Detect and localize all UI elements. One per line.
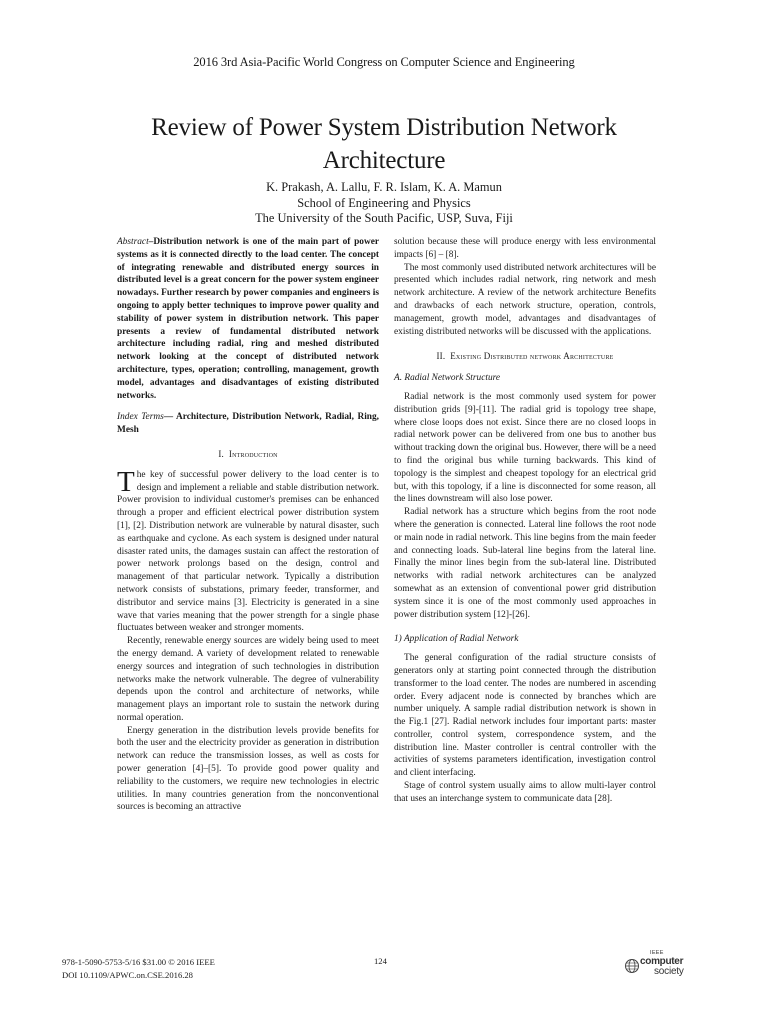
page-number: 124	[374, 956, 387, 966]
author-school: School of Engineering and Physics	[297, 195, 471, 210]
radial-paragraph-1: Radial network is the most commonly used system for power distribution grids [9]-[11]. The radial grid is topology tree shape, where close loops does not exist. Since there are no closed loops in radial network power can be delivered from one bus to another bus without tracking down the original bus. However, there will be a need to find the original bus while turning backwards. This kind of topology is the simplest and cheapest topology for an electrical grid but, with this topology, if a line is disconnected for some reason, all the lines downstream will also lose power.	[394, 391, 656, 505]
abstract	[117, 236, 379, 402]
section-heading-existing-architecture: II. Existing Distributed network Architecture	[436, 351, 614, 362]
footer-doi: DOI 10.1109/APWC.on.CSE.2016.28	[62, 970, 193, 980]
application-paragraph-2: Stage of control system usually aims to allow multi-layer control that uses an interchange system to communicate data [28].	[394, 781, 656, 804]
globe-icon	[624, 958, 640, 974]
intro-paragraph-3: Energy generation in the distribution levels provide benefits for both the user and the electricity provider as generation in distribution network can reduce the transmission losses, as well as costs for power generation [4]–[5]. To provide good power quality and reliability to the customers, we require new technologies in electric utilities. In many countries generation from the nonconventional sources is becoming an attractive	[117, 725, 379, 813]
footer-isbn: 978-1-5090-5753-5/16 $31.00 © 2016 IEEE	[62, 957, 215, 967]
intro-paragraph-2: Recently, renewable energy sources are widely being used to meet the energy demand. A variety of development related to renewable energy sources and integration of such technologies in distribution networks make the network vulnerable. The degree of vulnerability depends upon the control and architecture of networks, while management plays an important role to sustain the network during normal operation.	[117, 636, 379, 723]
logo-ieee: IEEE	[650, 950, 664, 956]
section-heading-introduction: I. Introduction	[218, 448, 278, 459]
logo-society: society	[654, 966, 684, 977]
paper-title: Review of Power System Distribution Network Architecture	[151, 114, 617, 174]
author-names: K. Prakash, A. Lallu, F. R. Islam, K. A. Mamun	[266, 180, 502, 194]
abstract-text: –Distribution network is one of the main part of power systems as it is connected directly to the load center. The concept of integrating renewable and distributed energy sources in distributed level is a great concern for the power system engineer nowadays. Further research by power companies and engineers is ongoing to apply better techniques to improve power quality and stability of power system in distribution network. This paper presents a review of fundamental distributed network architecture including radial, ring and meshed distributed network looking at the concept of distributed network architecture, types, operation; controlling, management, growth model, advantages and disadvantages of existing distributed networks.	[117, 237, 379, 401]
right-column	[394, 236, 656, 806]
author-university: The University of the South Pacific, USP, Suva, Fiji	[255, 211, 513, 225]
logo-computer: computer	[640, 956, 684, 967]
index-terms-label: Index Terms	[117, 412, 164, 423]
intro-paragraph-continued: solution because these will produce energy with less environmental impacts [6] – [8].	[394, 237, 656, 260]
abstract-label: Abstract	[117, 237, 149, 247]
application-paragraph-1: The general configuration of the radial structure consists of generators only at starting point connected through the distribution transformer to the load center. The nodes are numbered in ascending order. Every adjacent node is connected by branches which are number uniquely. A sample radial distribution network is shown in the Fig.1 [27]. Radial network includes four important parts: master controller, control system, correspondence system, and the distribution line. Master controller is central controller with the activities of systems parameters identification, investigation control and client interfacing.	[394, 653, 656, 779]
index-terms	[117, 411, 379, 437]
intro-paragraph-architectures: The most commonly used distributed network architectures will be presented which includes radial network, ring network and mesh network architecture. A review of the network architecture Benefits and drawbacks of each network structure, operation, controls, management, growth model, advantages and disadvantages of existing distributed networks will be discussed with the applications.	[394, 262, 656, 337]
subsection-heading-application: 1) Application of Radial Network	[394, 634, 519, 645]
radial-paragraph-2: Radial network has a structure which begins from the root node where the generation is connected. Lateral line follows the root node or main node in radial network. This line begins from the main feeder and connecting loads. Sub-lateral line begins from the lateral line. Finally the minor lines begin from the sub-lateral line. Distributed networks with radial network architectures can be analyzed somewhat as an extension of conventional power grid distribution system since it is one of the most commonly used approaches in power distribution system [12]-[26].	[394, 507, 656, 620]
subsection-heading-radial: A. Radial Network Structure	[394, 373, 501, 384]
index-terms-text: — Architecture, Distribution Network, Radial, Ring, Mesh	[117, 412, 380, 436]
footer-copyright	[62, 956, 215, 982]
intro-paragraph-1: The key of successful power delivery to the load center is to design and implement a reliable and stable distribution network. Power provision to individual customer's premises can be enhanced through a proper and efficient electrical power distribution system [1], [2]. Distribution network are vulnerable by natural disaster, such as earthquake and cyclone. As each system is designed under natural disaster rated units, the damages sustain can affect the restoration of power network prolongs based on the design, control and management of that particular network. Typically a distribution network consists of substations, primary feeder, transformer, and distributor and service mains [3]. Electricity is generated in a sine wave that varies meaning that the power strength for a single phase fluctuates between weaker and stronger moments.	[117, 465, 379, 634]
ieee-computer-society-logo	[624, 950, 704, 984]
author-block	[0, 180, 768, 227]
conference-header: 2016 3rd Asia-Pacific World Congress on Computer Science and Engineering	[193, 55, 575, 69]
left-column	[117, 236, 379, 814]
drop-cap: T	[117, 465, 135, 498]
